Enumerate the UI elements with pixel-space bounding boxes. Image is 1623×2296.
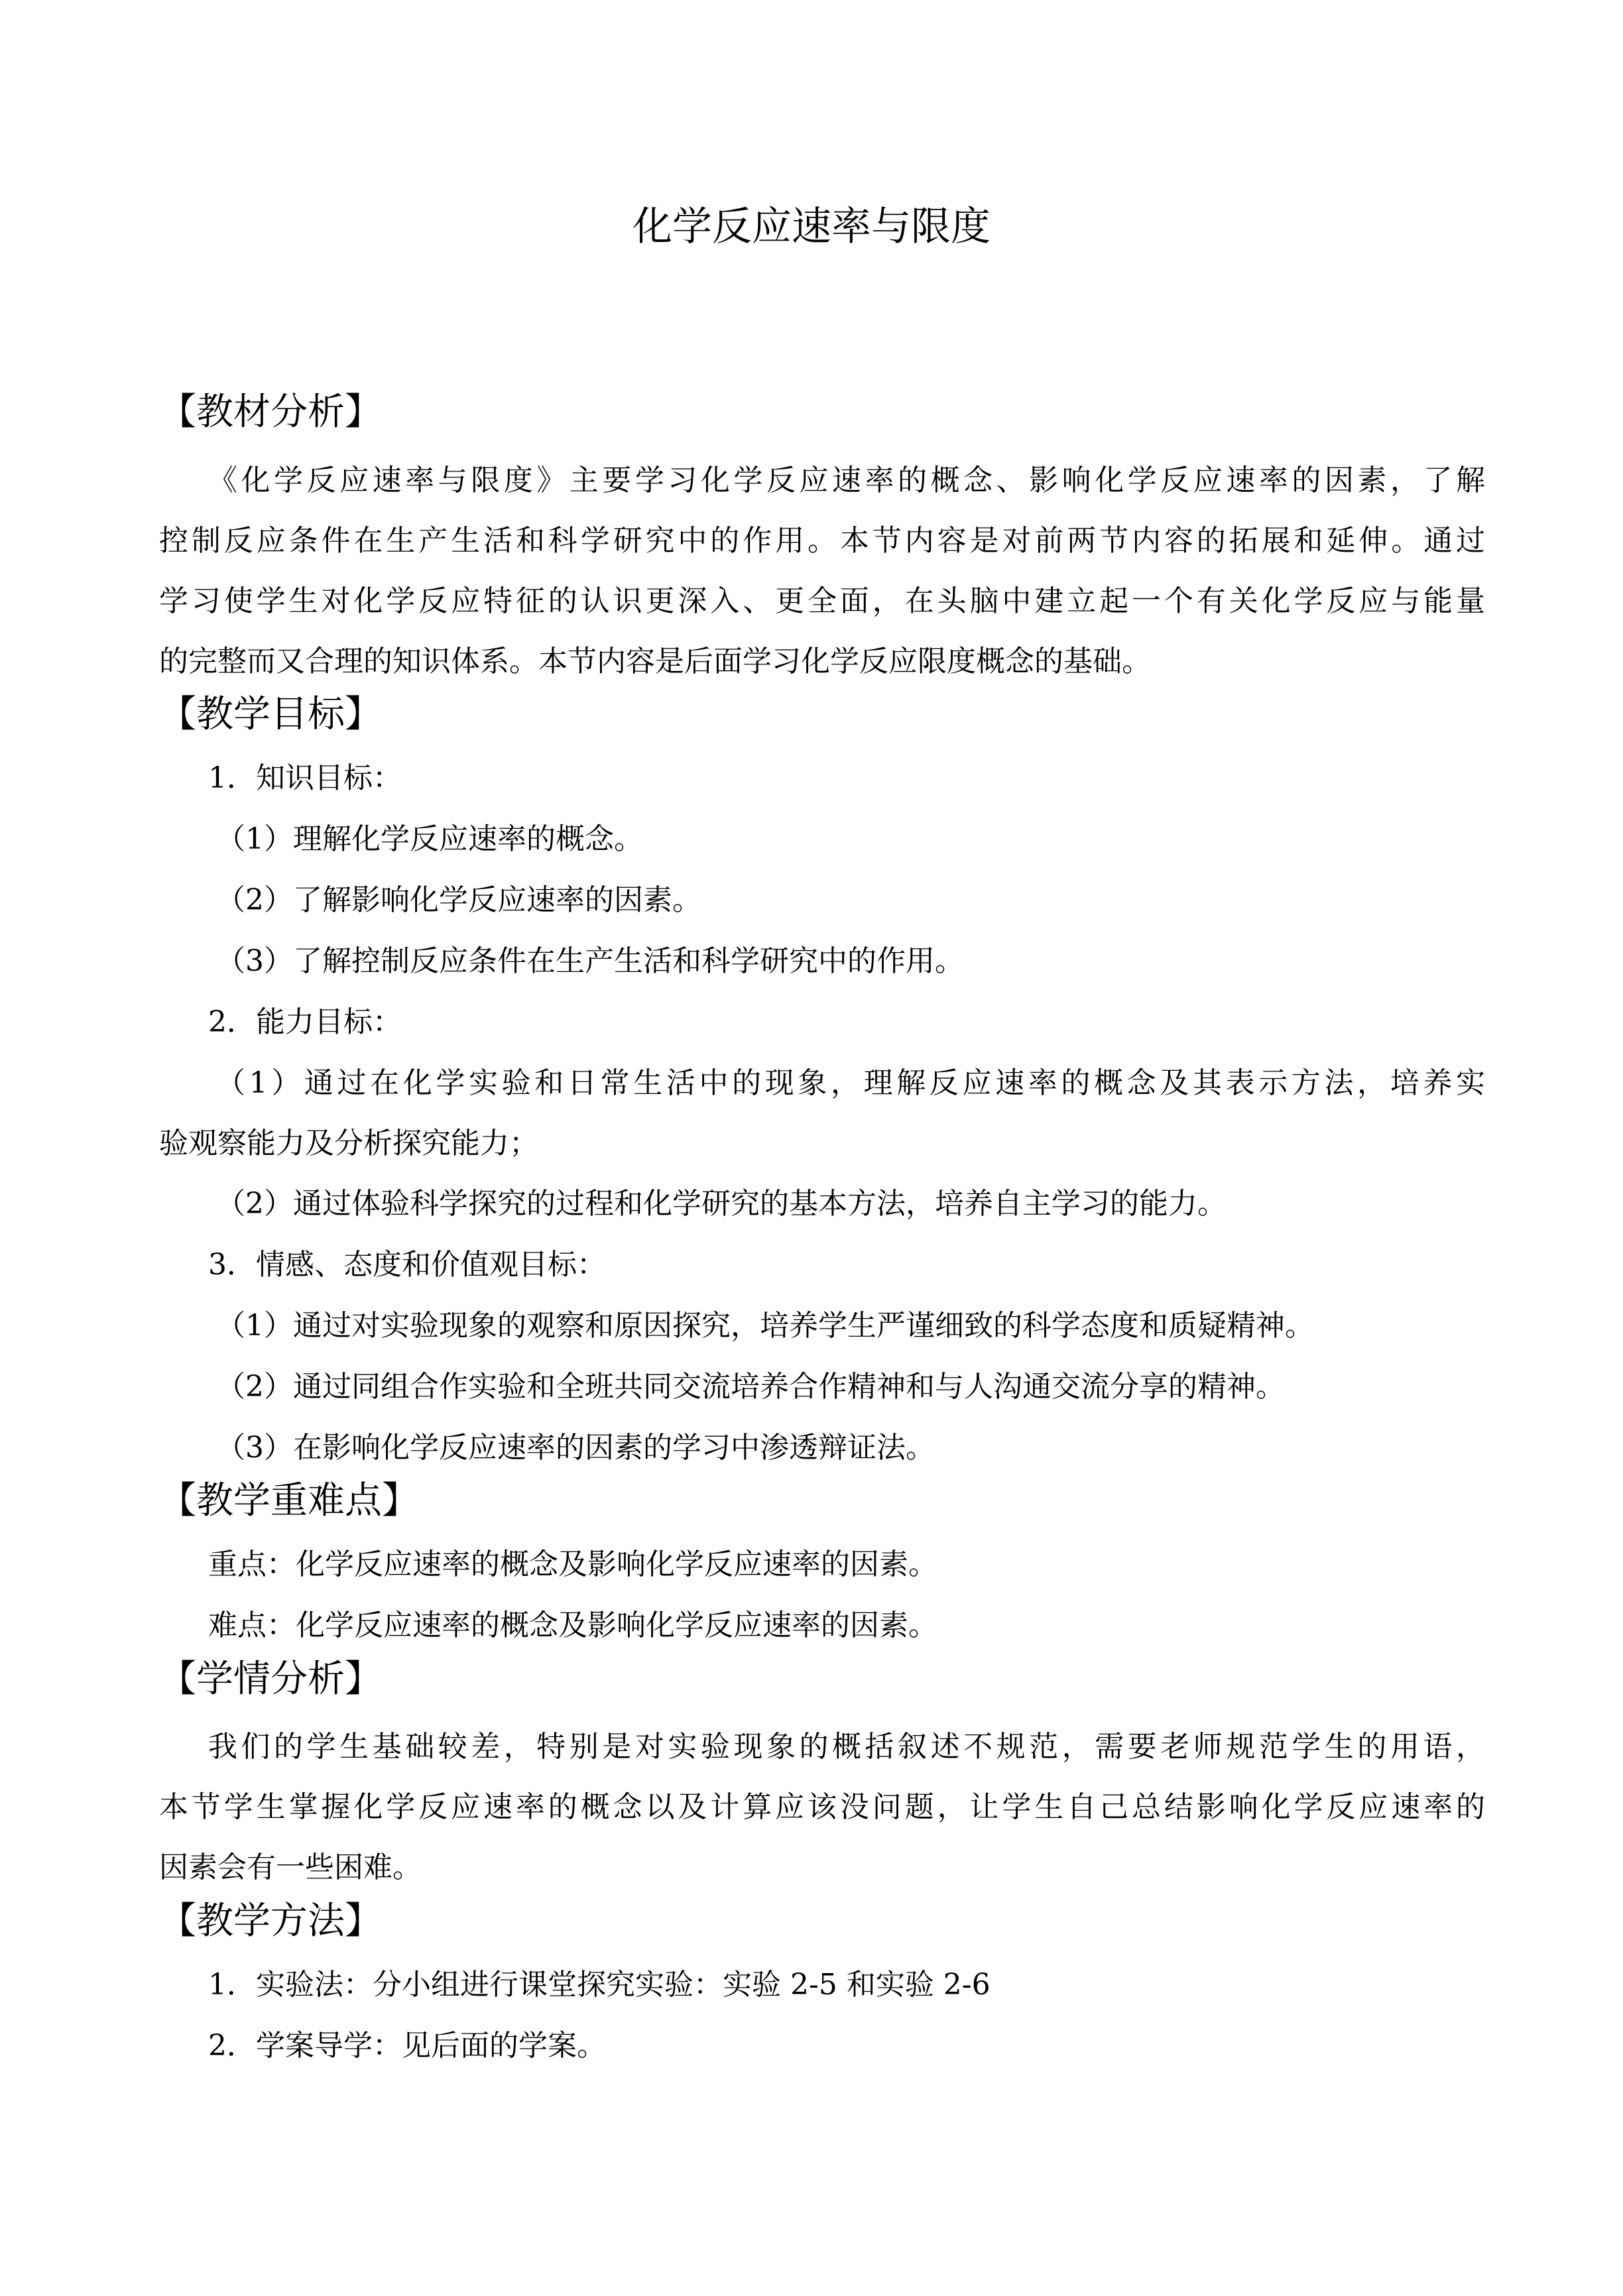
ability-goal-item: （2）通过体验科学探究的过程和化学研究的基本方法，培养自主学习的能力。	[216, 1187, 1227, 1221]
section-heading-teaching-goals: 【教学目标】	[159, 693, 382, 736]
paragraph-line: 的完整而又合理的知识体系。本节内容是后面学习化学反应限度概念的基础。	[159, 644, 1151, 678]
knowledge-goal-heading: 1．知识目标：	[208, 761, 402, 795]
section-heading-teaching-methods: 【教学方法】	[159, 1900, 382, 1943]
difficult-point: 难点：化学反应速率的概念及影响化学反应速率的因素。	[208, 1608, 937, 1642]
paragraph-line: 本节学生掌握化学反应速率的概念以及计算应该没问题，让学生自己总结影响化学反应速率的	[159, 1790, 1485, 1824]
emotion-goal-item: （2）通过同组合作实验和全班共同交流培养合作精神和与人沟通交流分享的精神。	[216, 1370, 1285, 1404]
ability-goal-item-cont: 验观察能力及分析探究能力；	[159, 1126, 538, 1160]
paragraph-line: 控制反应条件在生产生活和科学研究中的作用。本节内容是对前两节内容的拓展和延伸。通过	[159, 524, 1485, 558]
method-item: 2．学案导学：见后面的学案。	[208, 2029, 606, 2063]
paragraph-line: 因素会有一些困难。	[159, 1850, 422, 1884]
section-heading-key-difficult: 【教学重难点】	[159, 1479, 419, 1522]
section-heading-textbook-analysis: 【教材分析】	[159, 391, 382, 434]
ability-goal-heading: 2．能力目标：	[208, 1005, 402, 1039]
key-point: 重点：化学反应速率的概念及影响化学反应速率的因素。	[208, 1547, 937, 1581]
paragraph-line: 《化学反应速率与限度》主要学习化学反应速率的概念、影响化学反应速率的因素，了解	[208, 463, 1485, 497]
ability-goal-item: （1）通过在化学实验和日常生活中的现象，理解反应速率的概念及其表示方法，培养实	[216, 1066, 1485, 1100]
knowledge-goal-item: （2）了解影响化学反应速率的因素。	[216, 883, 701, 917]
knowledge-goal-item: （3）了解控制反应条件在生产生活和科学研究中的作用。	[216, 944, 964, 978]
emotion-goal-heading: 3．情感、态度和价值观目标：	[208, 1248, 606, 1282]
method-item: 1．实验法：分小组进行课堂探究实验：实验 2-5 和实验 2-6	[208, 1968, 991, 2002]
emotion-goal-item: （3）在影响化学反应速率的因素的学习中渗透辩证法。	[216, 1431, 935, 1465]
section-heading-student-analysis: 【学情分析】	[159, 1658, 382, 1701]
paragraph-line: 学习使学生对化学反应特征的认识更深入、更全面，在头脑中建立起一个有关化学反应与能量	[159, 584, 1485, 618]
document-title: 化学反应速率与限度	[632, 204, 991, 250]
paragraph-line: 我们的学生基础较差，特别是对实验现象的概括叙述不规范，需要老师规范学生的用语，	[208, 1730, 1485, 1764]
knowledge-goal-item: （1）理解化学反应速率的概念。	[216, 822, 643, 856]
emotion-goal-item: （1）通过对实验现象的观察和原因探究，培养学生严谨细致的科学态度和质疑精神。	[216, 1309, 1314, 1343]
